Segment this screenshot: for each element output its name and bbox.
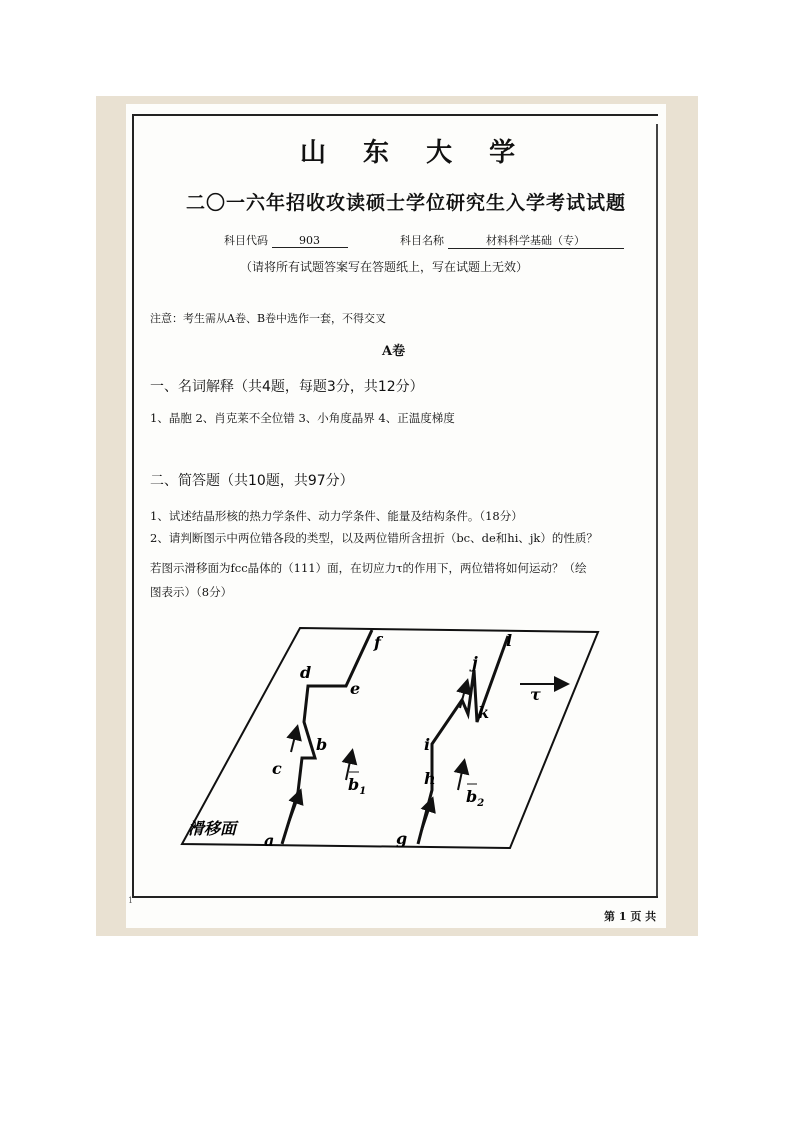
label-b: b [316,735,328,754]
volume-label: A卷 [382,344,406,359]
dislocation-1-arrow [287,792,300,828]
dislocation-1-arrow-upper [291,728,297,752]
section2-title: 二、简答题（共10题，共97分） [150,473,354,489]
slip-plane-outline [182,628,598,848]
footer-mark: 1 [128,896,134,905]
label-g: g [396,829,408,848]
subject-code-label: 科目代码 [224,234,268,247]
question-2-line1: 2、请判断图示中两位错各段的类型，以及两位错所含扭折（bc、de和hi、jk）的性质？ [150,531,598,545]
label-h: h [424,769,436,788]
dislocation-2 [418,636,508,844]
question-2-line2: 若图示滑移面为fcc晶体的（111）面，在切应力τ的作用下，两位错将如何运动？（绘 [150,561,587,575]
label-j: j [472,653,478,672]
page-number: 第 1 页 共 [604,910,657,923]
subject-code-value: 903 [272,234,348,248]
section1-title: 一、名词解释（共4题，每题3分，共12分） [150,379,424,395]
label-a: a [264,831,275,850]
burgers-vector-1: $b_1$ [348,775,367,797]
subject-name-label: 科目名称 [400,234,444,247]
selection-note: 注意：考生需从A卷、B卷中选作一套，不得交叉 [150,312,387,325]
answer-notice: （请将所有试题答案写在答题纸上，写在试题上无效） [240,260,529,274]
exam-title: 二〇一六年招收攻读硕士学位研究生入学考试试题 [186,192,627,214]
label-k: k [478,703,490,722]
question-1: 1、试述结晶形核的热力学条件、动力学条件、能量及结构条件。（18分） [150,509,523,523]
label-d: d [300,663,312,682]
label-i: i [424,735,431,754]
university-title: 山 东 大 学 [300,138,530,168]
section1-items: 1、晶胞 2、肖克莱不全位错 3、小角度晶界 4、正温度梯度 [150,411,455,425]
question-2-line3: 图表示）（8分） [150,585,233,599]
label-e: e [350,679,361,698]
stress-label: τ [530,685,541,704]
label-f: f [374,633,381,652]
burgers-vector-2-arrow [458,762,464,790]
burgers-vector-2: $b_2$ [466,787,485,809]
slip-plane-label: 滑移面 [188,819,237,838]
label-l: l [506,631,513,650]
subject-name-value: 材料科学基础（专） [448,232,624,249]
label-c: c [272,759,282,778]
